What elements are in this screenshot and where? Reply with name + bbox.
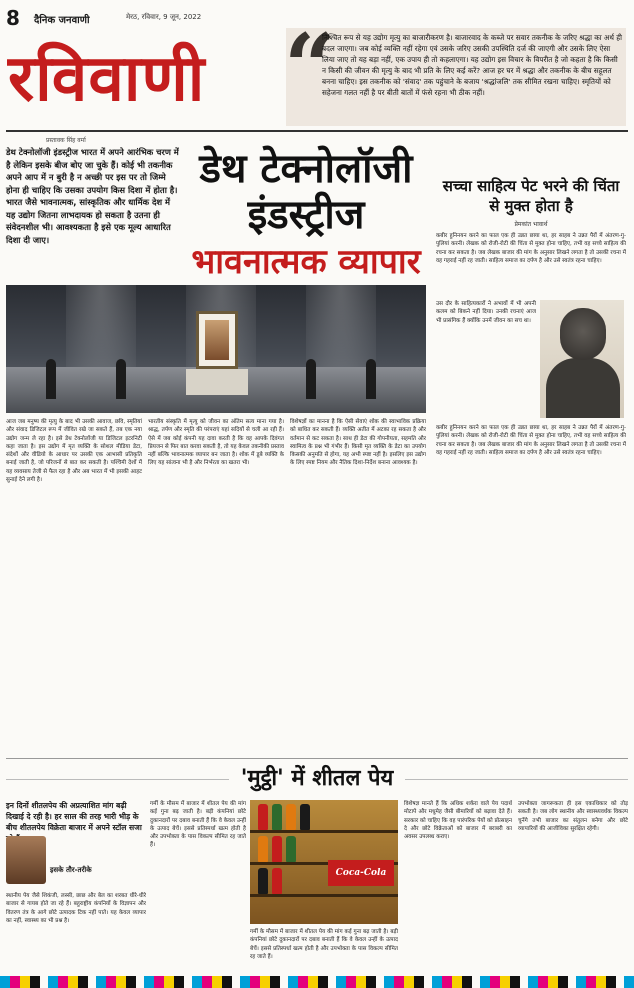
author-portrait: [540, 300, 624, 418]
side-article-byline: प्रेमकांत भावार्थ: [514, 221, 548, 228]
section-2-column-3: विशेषज्ञ मानते हैं कि अधिक शर्करा वाले पेय पदार्थ मोटापे और मधुमेह जैसी बीमारियों को बढ़ावा देते हैं। सरकार को चाहिए कि वह पारंपरिक पेयों को प्रोत्साहन दे और छोटे विक्रेताओं को बाजार में बराबरी का अवसर उपलब्ध कराए।: [404, 801, 512, 841]
audience-figure: [116, 359, 126, 399]
contributor-photo: [6, 836, 46, 884]
body-column-3: विशेषज्ञों का मानना है कि ऐसी सेवाएं शोक की स्वाभाविक प्रक्रिया को बाधित कर सकती हैं। व्यक्ति अतीत में अटका रह सकता है और वर्तमान से कट सकता है। साथ ही डेटा की गोपनीयता, सहमति और स्वामित्व के प्रश्न भी गंभीर हैं। किसी मृत व्यक्ति के डेटा का उपयोग किसकी अनुमति से होगा, यह अभी स्पष्ट नहीं है। इसलिए इस उद्योग के लिए स्पष्ट नियम और नैतिक दिशा-निर्देश बनाना आवश्यक है।: [290, 419, 426, 467]
edition-date: मेरठ, रविवार, 9 जून, 2022: [126, 13, 202, 21]
paper-name: दैनिक जनवाणी: [34, 15, 90, 26]
pull-quote-box: [284, 14, 626, 126]
side-article-text-2: उस दौर के साहित्यकारों ने अभावों में भी अपनी कलम को बिकने नहीं दिया। उनकी रचनाएं आज भी प्रासंगिक हैं क्योंकि उनमें जीवन का सच था।: [436, 301, 536, 324]
page-number: 8: [6, 6, 20, 30]
contributor-caption: इसके तौर-तरीके: [50, 866, 92, 874]
stage-photo: [6, 285, 426, 413]
pull-quote-text: निश्चित रूप से यह उद्योग मृत्यु का बाजारीकरण है। बाजारवाद के कब्जे पर सवार तकनीक के जरिए श्रद्धा का अर्थ ही बदल जाएगा। जब कोई व्यक्ति नहीं रहेगा एवं उसके जरिए उसकी उपस्थिति दर्ज की जाएगी और उसके लिए ऐसा लिया जाए तो यह बड़ा नहीं, एक उपाय ही तो कहलाएगा। यह उद्योग इस विचार के विपरीत है जो कहता है कि किसी न किसी की जीवन की मृत्यु के बाद भी प्रति के लिए कई करें? आज हर घर में श्रद्धा और तकनीक के बीच सहूलत बनना चाहिए। इस तकनीक को 'संवाद' तक पहुंचाने के बजाय 'श्रद्धांजलि' तक सीमित रखना चाहिए। स्मृतियों को सहेजना गलत नहीं है पर बीती बातों में फंसे रहना भी ठीक नहीं।: [322, 33, 622, 97]
headline-line-1: डेथ टेक्नोलॉजी: [199, 146, 413, 192]
lead-intro-text: डेथ टेक्नोलॉजी इंडस्ट्रीज भारत में अपने आरंभिक चरण में है लेकिन इसके बीज बोए जा चुके हैं। कोई भी तकनीक अपने आप में न बुरी है न अच्छी पर इस पर तो जिम्मे होना ही चाहिए कि उसका उपयोग किस दिशा में होता है। भारत जैसे भावनात्मक, सांस्कृतिक और धार्मिक देश में यह उद्योग जितना लाभदायक हो सकता है उतना ही संवेदनशील भी। आवश्यकता है इसे एक मूल्य आधारित दिशा दी जाए।: [6, 147, 179, 245]
print-color-bar: [0, 976, 634, 988]
quote-mark-icon: “: [284, 14, 336, 120]
side-article-headline: सच्चा साहित्य पेट भरने की चिंता से मुक्त होता है: [442, 177, 620, 215]
headline-line-2: इंडस्ट्रीज: [247, 192, 365, 238]
section-2-title-text: 'मुट्ठी' में शीतल पेय: [229, 766, 406, 791]
section-2-column-2: स्थानीय पेय जैसे शिकंजी, लस्सी, छाछ और बेल का शरबत धीरे-धीरे बाजार से गायब होते जा रहे हैं। बहुराष्ट्रीय कंपनियों के विज्ञापन और वितरण तंत्र के आगे छोटे उत्पादक टिक नहीं पाते। यह केवल व्यापार का नहीं, स्वास्थ्य का भी प्रश्न है।: [6, 893, 146, 924]
section-2-title: [6, 766, 628, 792]
side-article-continued: कबीर हुनिनयन करने का फाल एक ही उन्नत छाया था, हर साहब ने उन्नत पैरों में अंतरण-गु-पुलियां करनी। लेखक को रोजी-रोटी की चिंता से मुक्त होना चाहिए, तभी वह सच्चे साहित्य की रचना कर सकता है। जब लेखक बाजार की मांग के अनुसार लिखने लगता है तो उसकी रचना में वह गहराई नहीं रह जाती। साहित्य समाज का दर्पण है और उसे स्वतंत्र रहना चाहिए।: [436, 425, 626, 456]
audience-figure: [366, 359, 376, 399]
audience-figure: [306, 359, 316, 399]
audience-figure: [46, 359, 56, 399]
memorial-portrait: [196, 311, 238, 369]
cola-sign: Coca-Cola: [328, 860, 394, 886]
headline-line-3: भावनात्मक व्यापार: [191, 242, 421, 282]
masthead: [6, 6, 276, 126]
section-2-column-1: गर्मी के मौसम में बाजार में शीतल पेय की मांग कई गुना बढ़ जाती है। बड़ी कंपनियां छोटे दुकानदारों पर दबाव बनाती हैं कि वे केवल उन्हीं के उत्पाद बेचें। इससे प्रतिस्पर्धा खत्म होती है और उपभोक्ता के पास विकल्प सीमित रह जाते हैं।: [150, 801, 246, 849]
lead-byline: प्रस्तावक सिंह वर्मा: [46, 137, 86, 144]
side-article-text: कबीर हुनिनयन करने का फाल एक ही उन्नत छाया था, हर साहब ने उन्नत पैरों में अंतरण-गु-पुलियां करनी। लेखक को रोजी-रोटी की चिंता से मुक्त होना चाहिए, तभी वह सच्चे साहित्य की रचना कर सकता है। जब लेखक बाजार की मांग के अनुसार लिखने लगता है तो उसकी रचना में वह गहराई नहीं रह जाती। साहित्य समाज का दर्पण है और उसे स्वतंत्र रहना चाहिए।: [436, 233, 626, 264]
section-divider: [6, 758, 628, 759]
cold-drinks-photo: [250, 800, 398, 924]
body-column-1: आज जब मनुष्य की मृत्यु के बाद भी उसकी आवाज, छवि, स्मृतियां और संवाद डिजिटल रूप में जीवित रखे जा सकते हैं, तब एक नया उद्योग जन्म ले रहा है। इसे डेथ टेक्नोलॉजी या डिजिटल इटरनिटी कहा जाता है। इस उद्योग में मृत व्यक्ति के सोशल मीडिया डेटा, संदेशों और वीडियो के आधार पर उसकी एक आभासी प्रतिकृति बनाई जाती है, जो परिजनों से बात कर सकती है। पश्चिमी देशों में यह व्यवसाय तेजी से फैल रहा है और अब भारत में भी इसकी आहट सुनाई देने लगी है।: [6, 419, 142, 484]
section-2-column-5: गर्मी के मौसम में बाजार में शीतल पेय की मांग कई गुना बढ़ जाती है। बड़ी कंपनियां छोटे दुकानदारों पर दबाव बनाती हैं कि वे केवल उन्हीं के उत्पाद बेचें। इससे प्रतिस्पर्धा खत्म होती है और उपभोक्ता के पास विकल्प सीमित रह जाते हैं।: [250, 929, 398, 960]
memorial-table: [186, 369, 248, 395]
supplement-title: रविवाणी: [8, 41, 206, 116]
lead-intro: [6, 136, 182, 274]
section-2-intro: इन दिनों शीतलपेय की अप्रत्याशित मांग बढ़ी दिखाई दे रही है। हर साल की तरह भारी भीड़ के बीच शीतलपेय विक्रेता बाजार में अपने स्टॉल सजा: [6, 801, 142, 832]
body-column-2: भारतीय संस्कृति में मृत्यु को जीवन का अंतिम सत्य माना गया है। श्राद्ध, तर्पण और स्मृति की परंपराएं यहां सदियों से चली आ रही हैं। ऐसे में जब कोई कंपनी यह दावा करती है कि वह आपके दिवंगत प्रियजन से फिर बात करवा सकती है, तो यह केवल तकनीकी प्रस्ताव नहीं बल्कि भावनात्मक व्यापार बन जाता है। शोक में डूबे व्यक्ति के लिए यह सांत्वना भी है और निर्भरता का खतरा भी।: [148, 419, 284, 467]
section-2-column-4: उपभोक्ता जागरूकता ही इस एकाधिकार को तोड़ सकती है। जब लोग स्थानीय और स्वास्थ्यवर्धक विकल्प चुनेंगे तभी बाजार का संतुलन बनेगा और छोटे व्यापारियों की आजीविका सुरक्षित रहेगी।: [518, 801, 628, 832]
top-divider: [6, 130, 628, 132]
